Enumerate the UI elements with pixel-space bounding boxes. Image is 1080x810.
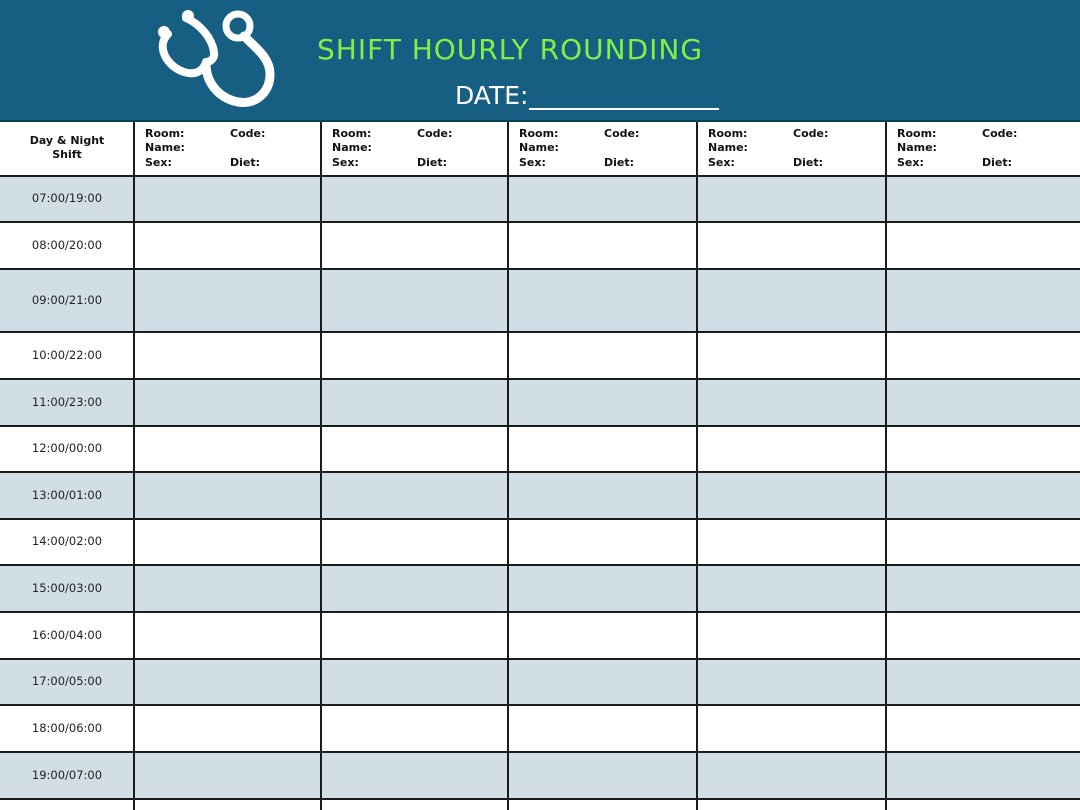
time-slot-label: 14:00/02:00 [31,534,103,548]
stethoscope-icon [148,6,284,110]
row-divider [0,704,1080,706]
time-slot-label: 17:00/05:00 [31,674,103,688]
rounding-entry-cell[interactable] [886,176,1080,222]
time-slot-label: 11:00/23:00 [31,395,103,409]
rounding-entry-cell[interactable] [508,472,697,519]
sex-label: Sex: [708,156,735,169]
rounding-entry-cell[interactable] [508,565,697,612]
rounding-entry-cell[interactable] [886,472,1080,519]
rounding-entry-cell[interactable] [697,752,886,799]
code-label: Code: [604,127,640,140]
rounding-entry-cell[interactable] [697,519,886,565]
row-divider [0,268,1080,270]
diet-label: Diet: [417,156,448,169]
code-label: Code: [982,127,1018,140]
column-divider [133,122,135,810]
rounding-entry-cell[interactable] [886,519,1080,565]
rounding-entry-cell[interactable] [321,472,508,519]
rounding-entry-cell[interactable] [508,519,697,565]
rounding-entry-cell[interactable] [134,612,321,659]
code-label: Code: [417,127,453,140]
rounding-entry-cell[interactable] [321,565,508,612]
rounding-entry-cell[interactable] [321,659,508,705]
rounding-entry-cell[interactable] [886,705,1080,752]
time-slot-label: 12:00/00:00 [31,441,103,455]
rounding-entry-cell[interactable] [321,426,508,472]
header-banner [0,0,1080,122]
time-slot-label: 15:00/03:00 [31,581,103,595]
rounding-entry-cell[interactable] [134,269,321,332]
row-divider [0,798,1080,800]
rounding-entry-cell[interactable] [697,222,886,269]
rounding-entry-cell[interactable] [321,705,508,752]
rounding-entry-cell[interactable] [321,176,508,222]
time-slot-label: 08:00/20:00 [31,238,103,252]
column-divider [320,122,322,810]
time-slot-label: 10:00/22:00 [31,348,103,362]
rounding-entry-cell[interactable] [134,705,321,752]
rounding-entry-cell[interactable] [134,332,321,379]
rounding-entry-cell[interactable] [697,176,886,222]
row-divider [0,175,1080,177]
rounding-entry-cell[interactable] [886,612,1080,659]
rounding-entry-cell[interactable] [321,379,508,426]
rounding-entry-cell[interactable] [134,519,321,565]
name-label: Name: [708,141,748,154]
rounding-entry-cell[interactable] [134,379,321,426]
rounding-entry-cell[interactable] [697,659,886,705]
column-divider [885,122,887,810]
rounding-entry-cell[interactable] [697,426,886,472]
diet-label: Diet: [604,156,635,169]
rounding-entry-cell[interactable] [321,269,508,332]
sex-label: Sex: [332,156,359,169]
name-label: Name: [897,141,937,154]
rounding-entry-cell[interactable] [508,176,697,222]
rounding-entry-cell[interactable] [697,472,886,519]
row-divider [0,221,1080,223]
room-label: Room: [145,127,185,140]
rounding-entry-cell[interactable] [321,332,508,379]
rounding-entry-cell[interactable] [134,222,321,269]
time-slot-label: 19:00/07:00 [31,768,103,782]
sex-label: Sex: [519,156,546,169]
rounding-entry-cell[interactable] [508,222,697,269]
rounding-entry-cell[interactable] [886,332,1080,379]
rounding-entry-cell[interactable] [886,222,1080,269]
rounding-entry-cell[interactable] [886,426,1080,472]
code-label: Code: [793,127,829,140]
row-divider [0,611,1080,613]
date-field[interactable] [455,81,719,110]
rounding-entry-cell[interactable] [321,752,508,799]
row-divider [0,751,1080,753]
time-slot-label: 09:00/21:00 [31,293,103,307]
time-slot-label: 18:00/06:00 [31,721,103,735]
rounding-entry-cell[interactable] [508,426,697,472]
diet-label: Diet: [793,156,824,169]
row-divider [0,425,1080,427]
sex-label: Sex: [897,156,924,169]
page-title: SHIFT HOURLY ROUNDING [317,33,704,66]
column-divider [507,122,509,810]
rounding-entry-cell[interactable] [886,269,1080,332]
rounding-entry-cell[interactable] [886,752,1080,799]
sex-label: Sex: [145,156,172,169]
rounding-entry-cell[interactable] [697,565,886,612]
rounding-entry-cell[interactable] [697,705,886,752]
row-divider [0,378,1080,380]
rounding-entry-cell[interactable] [321,612,508,659]
shift-column-header: Day & Night Shift [29,134,105,161]
room-label: Room: [897,127,937,140]
row-divider [0,331,1080,333]
time-slot-label: 07:00/19:00 [31,191,103,205]
rounding-entry-cell[interactable] [508,705,697,752]
rounding-entry-cell[interactable] [697,612,886,659]
diet-label: Diet: [230,156,261,169]
rounding-table [0,122,1080,810]
rounding-entry-cell[interactable] [886,379,1080,426]
rounding-entry-cell[interactable] [508,379,697,426]
rounding-entry-cell[interactable] [508,752,697,799]
rounding-entry-cell[interactable] [508,612,697,659]
rounding-entry-cell[interactable] [697,269,886,332]
rounding-entry-cell[interactable] [134,565,321,612]
code-label: Code: [230,127,266,140]
time-slot-label: 13:00/01:00 [31,488,103,502]
diet-label: Diet: [982,156,1013,169]
rounding-entry-cell[interactable] [697,332,886,379]
date-label: DATE: [455,81,529,110]
room-label: Room: [519,127,559,140]
name-label: Name: [519,141,559,154]
row-divider [0,564,1080,566]
row-divider [0,471,1080,473]
date-blank-line[interactable] [529,82,719,110]
row-divider [0,658,1080,660]
rounding-entry-cell[interactable] [134,472,321,519]
rounding-entry-cell[interactable] [134,752,321,799]
rounding-entry-cell[interactable] [134,176,321,222]
rounding-entry-cell[interactable] [697,379,886,426]
rounding-entry-cell[interactable] [508,269,697,332]
rounding-entry-cell[interactable] [134,659,321,705]
room-label: Room: [708,127,748,140]
rounding-entry-cell[interactable] [886,659,1080,705]
rounding-entry-cell[interactable] [886,565,1080,612]
rounding-entry-cell[interactable] [508,332,697,379]
row-divider [0,518,1080,520]
name-label: Name: [332,141,372,154]
rounding-entry-cell[interactable] [321,222,508,269]
column-divider [696,122,698,810]
room-label: Room: [332,127,372,140]
rounding-entry-cell[interactable] [134,426,321,472]
rounding-entry-cell[interactable] [508,659,697,705]
time-slot-label: 16:00/04:00 [31,628,103,642]
rounding-entry-cell[interactable] [321,519,508,565]
name-label: Name: [145,141,185,154]
